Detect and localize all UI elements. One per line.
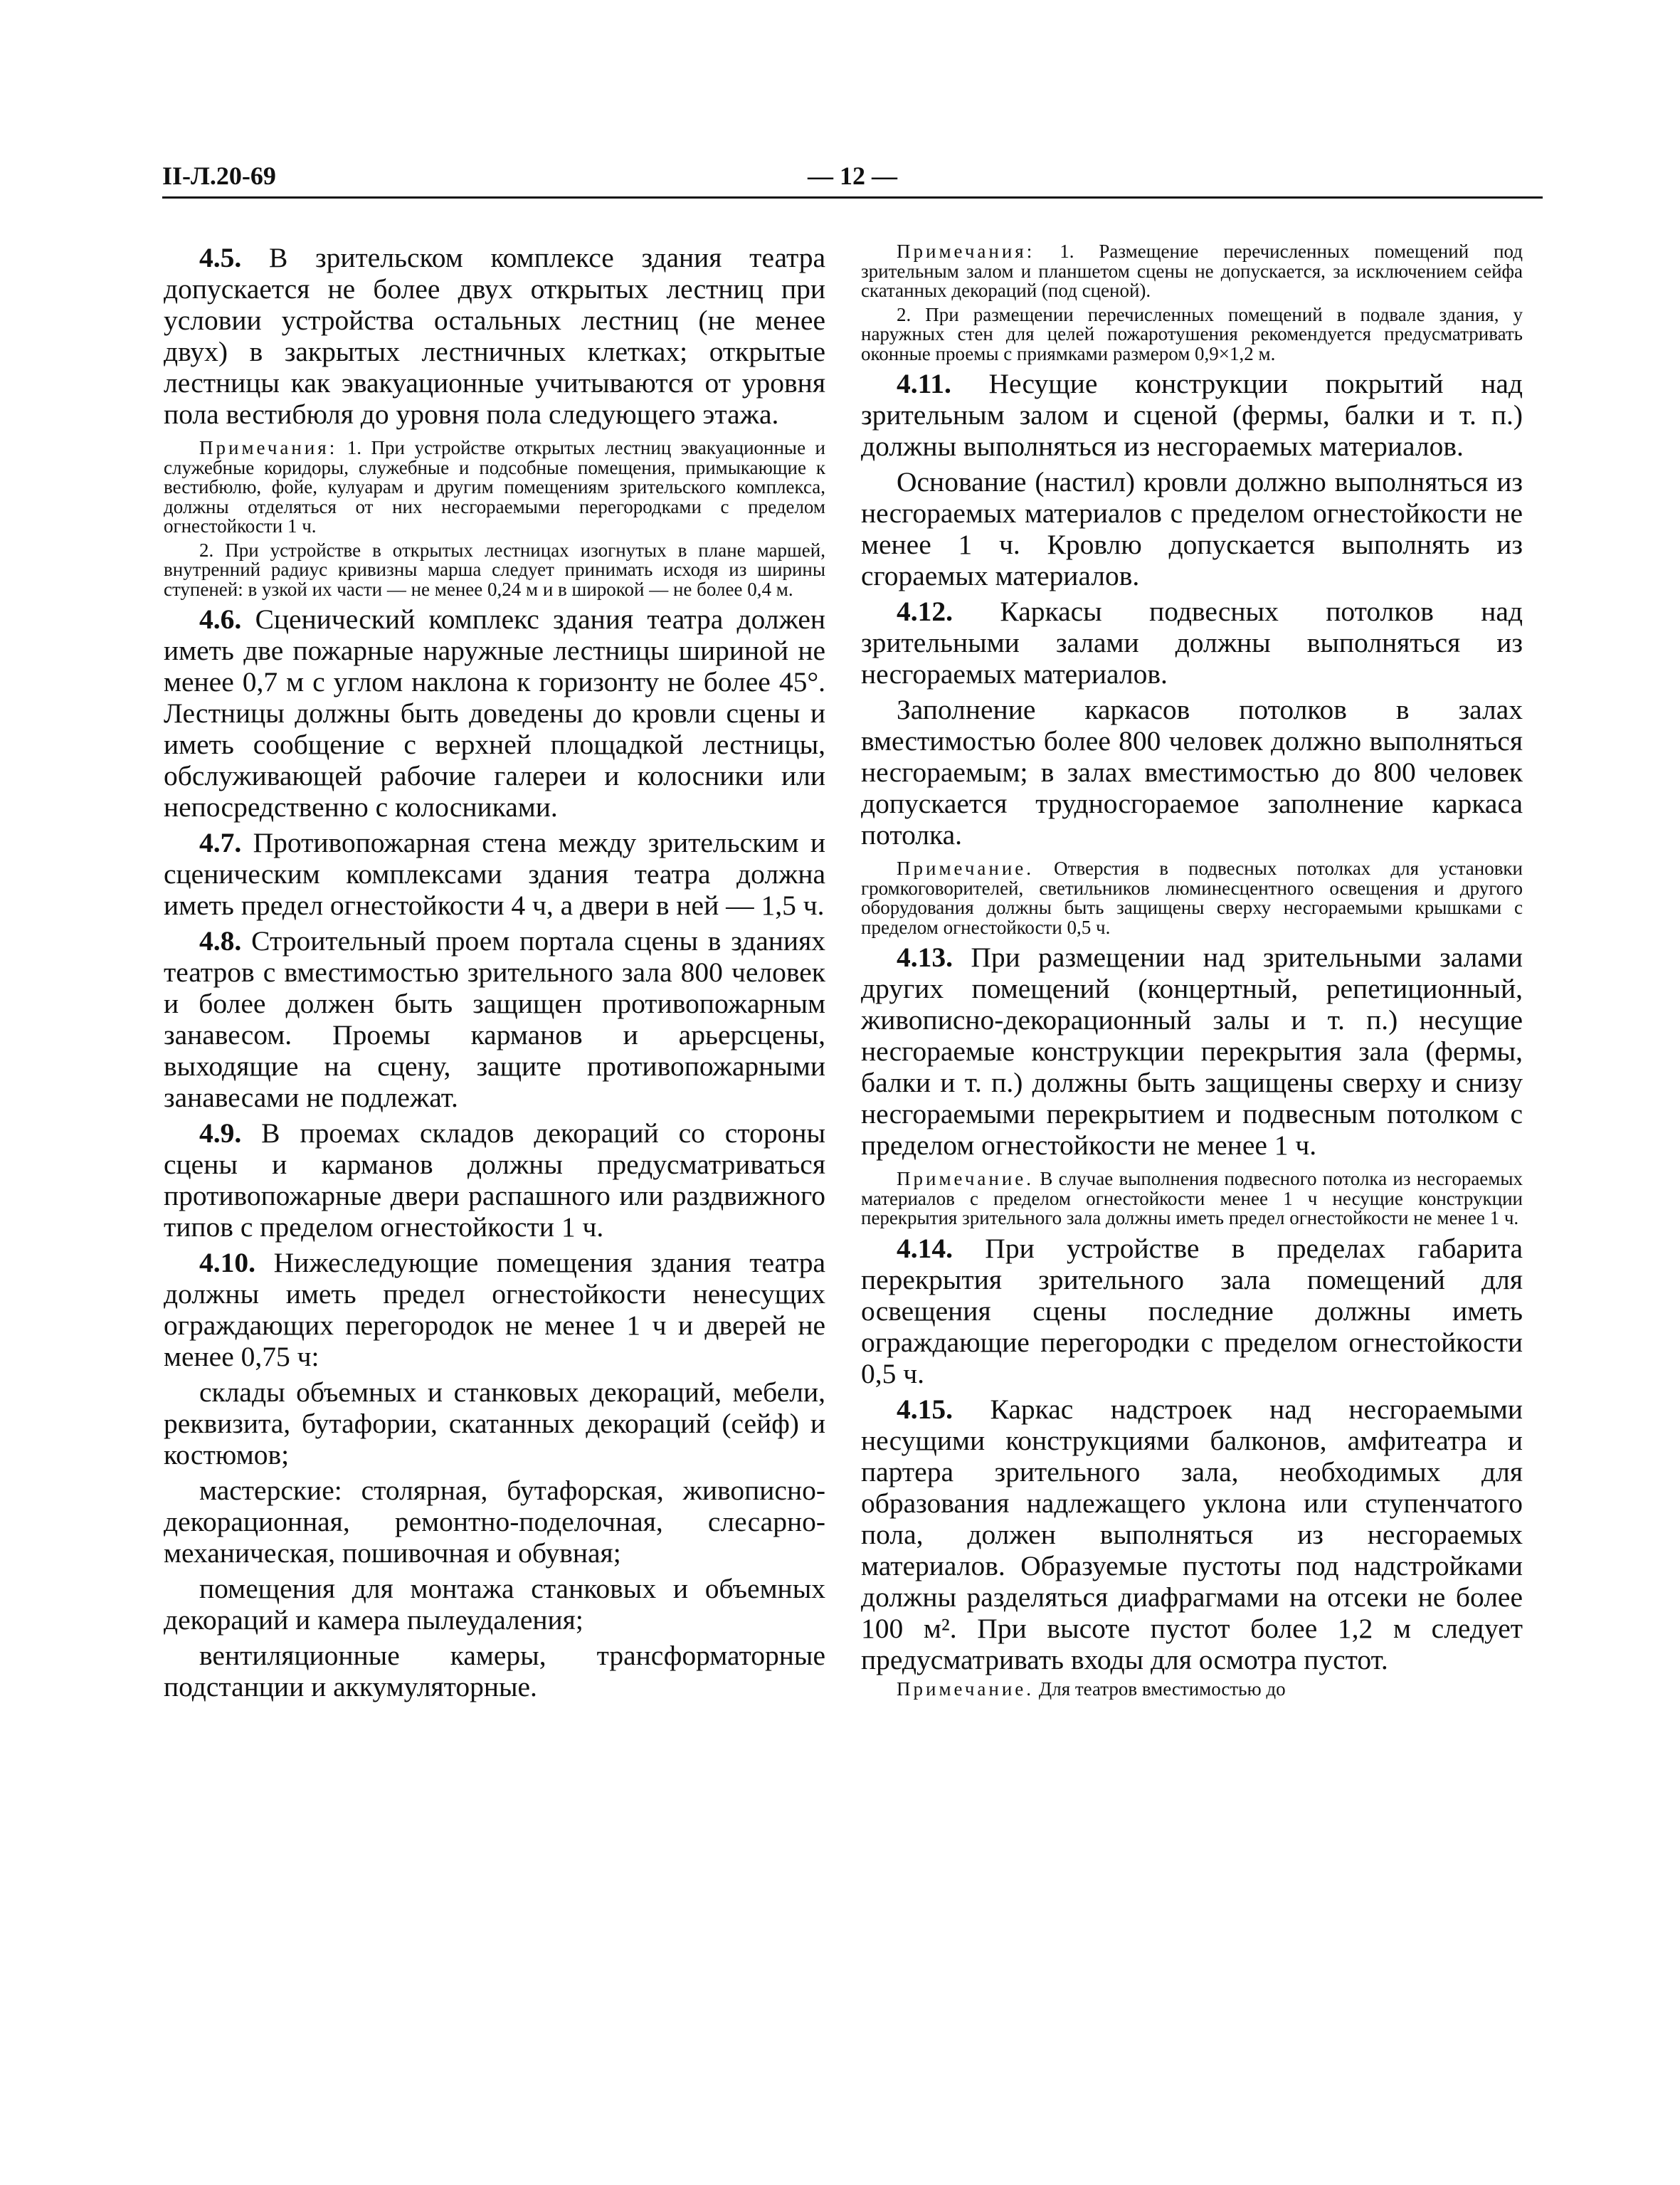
note-text: 2. При размещении перечисленных помещений в подвале здания, у наружных стен для целей пожаротушения рекомендуется предусматривать оконные проемы с приямками размером 0,9×1,2 м. — [861, 303, 1523, 364]
note-4-10-1 — [861, 242, 1523, 301]
note-label: Примечание. — [897, 1678, 1035, 1700]
clause-number: 4.14. — [897, 1232, 953, 1264]
clause-number: 4.8. — [199, 925, 242, 957]
clause-number: 4.15. — [897, 1393, 953, 1425]
clause-text: Каркасы подвесных потолков над зрительными залами должны выполняться из несгораемых материалов. — [861, 596, 1523, 690]
note-label: Примечания: — [199, 437, 338, 458]
clause-number: 4.11. — [897, 368, 951, 399]
paragraph-4-10 — [164, 1247, 825, 1372]
left-column — [164, 242, 825, 1702]
clause-number: 4.9. — [199, 1117, 242, 1149]
paragraph-4-11 — [861, 368, 1523, 462]
clause-text: Строительный проем портала сцены в зданиях театров с вместимостью зрительного зала 800 человек и более должен быть защищен противопожарным занавесом. Проемы карманов и арьерсцены, выходящие на сцену, защите противопожарными занавесами не подлежат. — [164, 925, 825, 1113]
clause-text: В зрительском комплексе здания театра допускается не более двух открытых лестниц при условии устройства остальных лестниц (не менее двух) в закрытых лестничных клетках; открытые лестницы как эвакуационные учитываются от уровня пола вестибюля до уровня пола следующего этажа. — [164, 242, 825, 430]
clause-text: При устройстве в пределах габарита перекрытия зрительного зала помещений для освещения сцены последние должны иметь ограждающие перегородки с пределом огнестойкости 0,5 ч. — [861, 1232, 1523, 1389]
right-column — [861, 242, 1523, 1699]
note-text: 1. Размещение перечисленных помещений под зрительным залом и планшетом сцены не допускается, за исключением сейфа скатанных декораций (под сценой). — [861, 241, 1523, 301]
clause-text: Противопожарная стена между зрительским и сценическим комплексами здания театра должна иметь предел огнестойкости 4 ч, а двери в ней — 1,5 ч. — [164, 827, 825, 921]
note-text: 2. При устройстве в открытых лестницах изогнутых в плане маршей, внутренний радиус кривизны марша следует принимать исходя из ширины ступеней: в узкой их части — не менее 0,24 м и в широкой — не более 0,4 м. — [164, 539, 825, 600]
paragraph-4-12 — [861, 596, 1523, 690]
note-4-5-1 — [164, 438, 825, 537]
clause-text: Нижеследующие помещения здания театра должны иметь предел огнестойкости ненесущих ограждающих перегородок не менее 1 ч и дверей не менее 0,75 ч: — [164, 1247, 826, 1372]
clause-text: Каркас надстроек над несгораемыми несущими конструкциями балконов, амфитеатра и партера зрительного зала, необходимых для образования надлежащего уклона или ступенчатого пола, должен выполняться из несгораемых материалов. Образуемые пустоты под надстройками должны разделяться диафрагмами на отсеки не более 100 м². При высоте пустот более 1,2 м следует предусматривать входы для осмотра пустот. — [861, 1393, 1523, 1675]
note-label: Примечание. — [897, 858, 1035, 879]
header-rule — [162, 196, 1543, 199]
note-text: В случае выполнения подвесного потолка из несгораемых материалов с пределом огнестойкости менее 1 ч несущие конструкции перекрытия зрительного зала должны иметь предел огнестойкости не менее 1 ч. — [861, 1168, 1523, 1228]
note-label: Примечание. — [897, 1168, 1035, 1189]
list-item: склады объемных и станковых декораций, мебели, реквизита, бутафории, скатанных декораций (сейф) и костюмов; — [164, 1376, 825, 1470]
clause-text: Несущие конструкции покрытий над зрительным залом и сценой (фермы, балки и т. п.) должны выполняться из несгораемых материалов. — [861, 368, 1523, 462]
page-number: — 12 — — [808, 162, 897, 190]
note-text: Для театров вместимостью до — [1038, 1678, 1286, 1700]
note-4-13 — [861, 1169, 1523, 1228]
paragraph-4-12-cont: Заполнение каркасов потолков в залах вместимостью более 800 человек должно выполняться несгораемым; в залах вместимостью до 800 человек допускается трудносгораемое заполнение каркаса потолка. — [861, 694, 1523, 851]
note-4-12 — [861, 859, 1523, 937]
note-4-5-2 — [164, 541, 825, 600]
document-code: II-Л.20-69 — [162, 162, 276, 190]
paragraph-4-13 — [861, 942, 1523, 1161]
note-text: 1. При устройстве открытых лестниц эвакуационные и служебные коридоры, служебные и подсобные помещения, примыкающие к вестибюлю, фойе, кулуарам и другим помещениям зрительского комплекса, должны отделяться от них несгораемыми перегородками с пределом огнестойкости 1 ч. — [164, 437, 826, 537]
page-header — [162, 158, 1543, 198]
clause-text: При размещении над зрительными залами других помещений (концертный, репетиционный, живописно-декорационный залы и т. п.) несущие несгораемые конструкции перекрытия зала (фермы, балки и т. п.) должны быть защищены сверху и снизу несгораемыми перекрытием и подвесным потолком с пределом огнестойкости не менее 1 ч. — [861, 942, 1523, 1161]
note-label: Примечания: — [897, 241, 1035, 262]
clause-text: В проемах складов декораций со стороны сцены и карманов должны предусматриваться противопожарные двери распашного или раздвижного типов с пределом огнестойкости 1 ч. — [164, 1117, 825, 1243]
note-4-15 — [861, 1680, 1523, 1700]
paragraph-4-11-cont: Основание (настил) кровли должно выполняться из несгораемых материалов с пределом огнестойкости не менее 1 ч. Кровлю допускается выполнять из сгораемых материалов. — [861, 466, 1523, 591]
paragraph-4-5 — [164, 242, 825, 430]
clause-number: 4.10. — [199, 1247, 255, 1278]
clause-number: 4.7. — [199, 827, 242, 858]
note-text: Отверстия в подвесных потолках для установки громкоговорителей, светильников люминесцентного освещения и другого оборудования должны быть защищены сверху несгораемыми крышками с пределом огнестойкости 0,5 ч. — [861, 858, 1523, 938]
paragraph-4-7 — [164, 827, 825, 921]
clause-text: Сценический комплекс здания театра должен иметь две пожарные наружные лестницы шириной не менее 0,7 м с углом наклона к горизонту не более 45°. Лестницы должны быть доведены до кровли сцены и иметь сообщение с верхней площадкой лестницы, обслуживающей рабочие галереи и колосники или непосредственно с колосниками. — [164, 604, 826, 823]
paragraph-4-14 — [861, 1233, 1523, 1389]
clause-number: 4.13. — [897, 942, 953, 973]
paragraph-4-15 — [861, 1394, 1523, 1675]
list-item: мастерские: столярная, бутафорская, живописно-декорационная, ремонтно-поделочная, слесарно-механическая, пошивочная и обувная; — [164, 1475, 825, 1569]
paragraph-4-8 — [164, 925, 825, 1113]
list-item: вентиляционные камеры, трансформаторные подстанции и аккумуляторные. — [164, 1640, 825, 1702]
note-4-10-2 — [861, 305, 1523, 364]
list-item: помещения для монтажа станковых и объемных декораций и камера пылеудаления; — [164, 1573, 825, 1636]
clause-number: 4.5. — [199, 242, 242, 273]
clause-number: 4.6. — [199, 604, 242, 635]
paragraph-4-9 — [164, 1117, 825, 1243]
paragraph-4-6 — [164, 604, 825, 823]
clause-number: 4.12. — [897, 596, 953, 627]
